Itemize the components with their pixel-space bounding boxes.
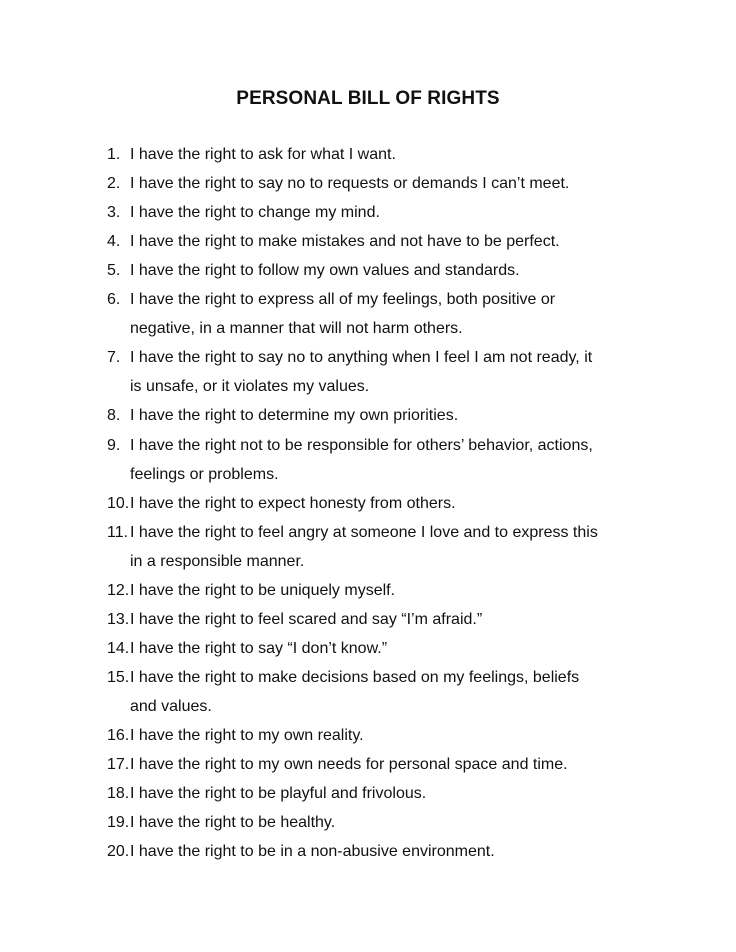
list-item-number: 20. <box>107 843 130 861</box>
list-item-text: feelings or problems. <box>130 465 279 483</box>
list-item-number: 9. <box>107 436 121 454</box>
list-item-text: I have the right to make decisions based on my feelings, beliefs <box>130 668 580 686</box>
list-item-text: I have the right not to be responsible for others’ behavior, actions, <box>130 436 593 454</box>
list-item-number: 2. <box>107 175 121 193</box>
page-title: PERSONAL BILL OF RIGHTS <box>236 88 500 109</box>
list-item-text: I have the right to feel scared and say “I’m afraid.” <box>130 610 483 628</box>
list-item-number: 5. <box>107 262 121 280</box>
list-item-text: I have the right to change my mind. <box>130 204 380 222</box>
list-item-number: 17. <box>107 756 130 774</box>
list-item-text: I have the right to say no to requests or demands I can’t meet. <box>130 175 570 193</box>
list-item-text: I have the right to feel angry at someone I love and to express this <box>130 523 598 541</box>
list-item-text: and values. <box>130 697 212 715</box>
list-item-number: 14. <box>107 639 130 657</box>
list-item-text: I have the right to expect honesty from others. <box>130 494 456 512</box>
list-item-text: I have the right to say “I don’t know.” <box>130 639 388 657</box>
list-item-number: 16. <box>107 727 130 744</box>
list-item-number: 8. <box>107 407 121 425</box>
list-item-text: I have the right to ask for what I want. <box>130 146 396 163</box>
list-item-number: 11. <box>107 523 129 541</box>
list-item-text: I have the right to be playful and frivolous. <box>130 785 427 803</box>
list-item-number: 1. <box>107 146 121 163</box>
list-item-text: I have the right to be healthy. <box>130 814 336 832</box>
list-item-text: I have the right to make mistakes and not have to be perfect. <box>130 233 560 251</box>
list-item-number: 3. <box>107 204 121 222</box>
list-item-number: 13. <box>107 610 130 628</box>
list-item-number: 4. <box>107 233 121 251</box>
list-item-text: I have the right to express all of my feelings, both positive or <box>130 291 556 309</box>
list-item-text: I have the right to be in a non-abusive environment. <box>130 843 495 861</box>
list-item-text: is unsafe, or it violates my values. <box>130 378 370 396</box>
list-item-text: I have the right to say no to anything when I feel I am not ready, it <box>130 349 593 367</box>
list-item-text: I have the right to my own needs for personal space and time. <box>130 756 568 774</box>
list-item-number: 18. <box>107 785 130 803</box>
list-item-number: 10. <box>107 494 130 512</box>
list-item-number: 7. <box>107 349 121 367</box>
list-item-number: 15. <box>107 668 130 686</box>
list-item-text: negative, in a manner that will not harm others. <box>130 320 463 338</box>
list-item-number: 12. <box>107 581 130 599</box>
list-item-text: I have the right to follow my own values and standards. <box>130 262 520 280</box>
list-item-text: I have the right to be uniquely myself. <box>130 581 396 599</box>
list-item-text: I have the right to my own reality. <box>130 727 364 744</box>
list-item-text: in a responsible manner. <box>130 552 305 570</box>
list-item-number: 19. <box>107 814 130 832</box>
list-item-number: 6. <box>107 291 121 309</box>
list-item-text: I have the right to determine my own priorities. <box>130 407 459 425</box>
